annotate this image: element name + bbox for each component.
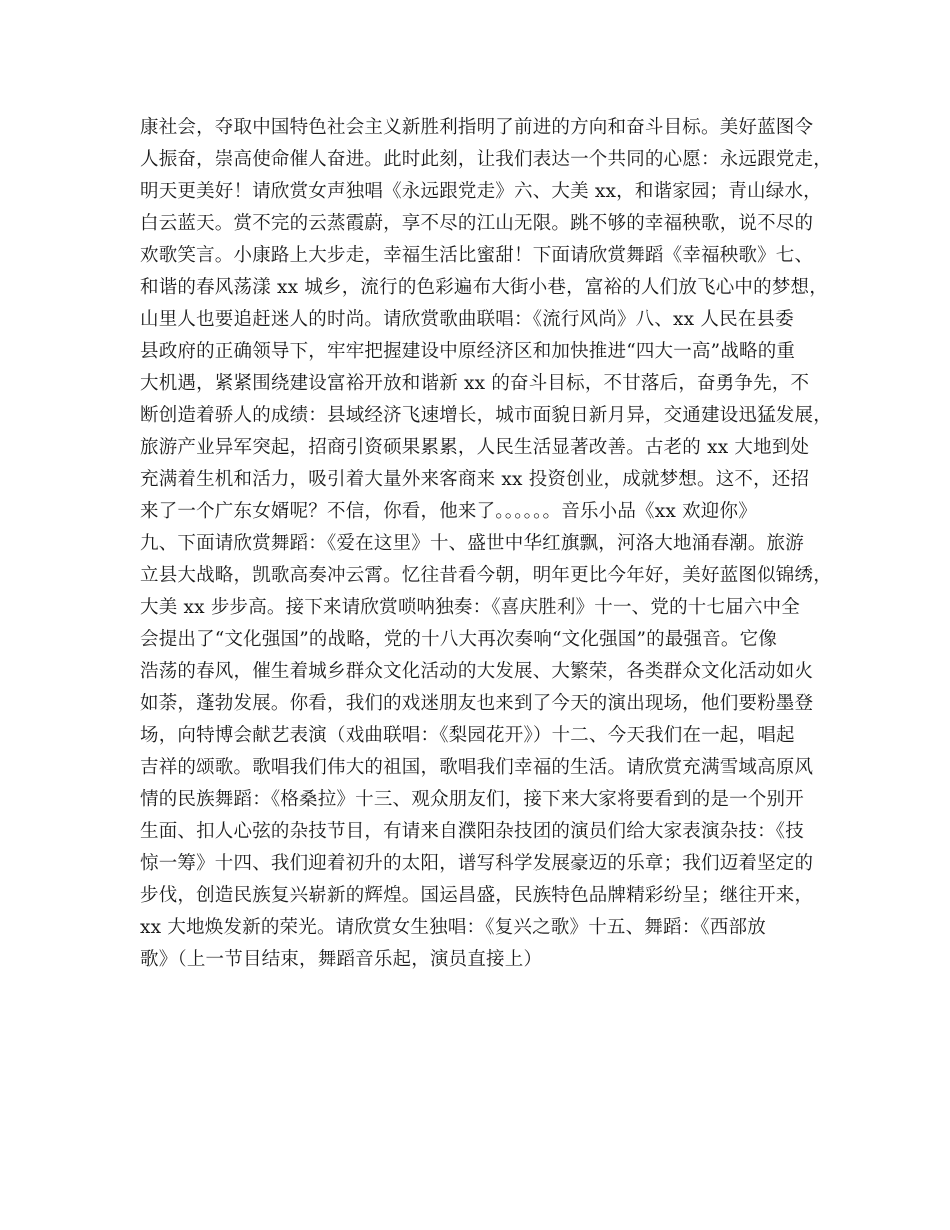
text-line: 生面、扣人心弦的杂技节目，有请来自濮阳杂技团的演员们给大家表演杂技：《技 bbox=[140, 821, 804, 842]
text-line: 大美 xx 步步高。接下来请欣赏唢呐独奏：《喜庆胜利》十一、党的十七届六中全 bbox=[140, 597, 800, 618]
text-line: 白云蓝天。赏不完的云蒸霞蔚，享不尽的江山无限。跳不够的幸福秧歌，说不尽的 bbox=[140, 213, 814, 234]
text-line: 康社会，夺取中国特色社会主义新胜利指明了前进的方向和奋斗目标。美好蓝图令 bbox=[140, 117, 814, 138]
text-line: 断创造着骄人的成绩：县域经济飞速增长，城市面貌日新月异，交通建设迅猛发展， bbox=[140, 405, 832, 426]
text-line: 明天更美好！请欣赏女声独唱《永远跟党走》六、大美 xx，和谐家园；青山绿水， bbox=[140, 181, 822, 202]
text-line: 场，向特博会献艺表演（戏曲联唱：《梨园花开》）十二、今天我们在一起，唱起 bbox=[140, 725, 795, 746]
text-line: 欢歌笑言。小康路上大步走，幸福生活比蜜甜！下面请欣赏舞蹈《幸福秧歌》七、 bbox=[140, 245, 814, 266]
text-line: 如荼，蓬勃发展。你看，我们的戏迷朋友也来到了今天的演出现场，他们要粉墨登 bbox=[140, 693, 814, 714]
text-line: 会提出了“文化强国”的战略，党的十八大再次奏响“文化强国”的最强音。它像 bbox=[140, 629, 778, 650]
text-line: 大机遇，紧紧围绕建设富裕开放和谐新 xx 的奋斗目标，不甘落后，奋勇争先，不 bbox=[140, 373, 810, 394]
text-line: 歌》（上一节目结束，舞蹈音乐起，演员直接上） bbox=[140, 949, 543, 970]
text-line: 和谐的春风荡漾 xx 城乡，流行的色彩遍布大街小巷，富裕的人们放飞心中的梦想， bbox=[140, 277, 828, 298]
text-line: 人振奋，崇高使命催人奋进。此时此刻，让我们表达一个共同的心愿：永远跟党走， bbox=[140, 149, 832, 170]
text-line: 惊一筹》十四、我们迎着初升的太阳，谱写科学发展豪迈的乐章；我们迈着坚定的 bbox=[140, 853, 814, 874]
text-line: 九、下面请欣赏舞蹈：《爱在这里》十、盛世中华红旗飘，河洛大地涌春潮。旅游 bbox=[140, 533, 804, 554]
text-line: 山里人也要追赶迷人的时尚。请欣赏歌曲联唱：《流行风尚》八、xx 人民在县委 bbox=[140, 309, 794, 330]
text-line: 吉祥的颂歌。歌唱我们伟大的祖国，歌唱我们幸福的生活。请欣赏充满雪域高原风 bbox=[140, 757, 814, 778]
text-line: 来了一个广东女婿呢？不信，你看，他来了。。。。。。音乐小品《xx 欢迎你》 bbox=[140, 501, 757, 522]
text-line: 立县大战略，凯歌高奏冲云霄。忆往昔看今朝，明年更比今年好，美好蓝图似锦绣， bbox=[140, 565, 832, 586]
text-line: 步伐，创造民族复兴崭新的辉煌。国运昌盛，民族特色品牌精彩纷呈；继往开来， bbox=[140, 885, 814, 906]
text-line: 充满着生机和活力，吸引着大量外来客商来 xx 投资创业，成就梦想。这不，还招 bbox=[140, 469, 810, 490]
body-text bbox=[140, 112, 840, 976]
text-line: 县政府的正确领导下，牢牢把握建设中原经济区和加快推进“四大一高”战略的重 bbox=[140, 341, 796, 362]
text-line: xx 大地焕发新的荣光。请欣赏女生独唱：《复兴之歌》十五、舞蹈：《西部放 bbox=[140, 917, 766, 938]
text-line: 浩荡的春风，催生着城乡群众文化活动的大发展、大繁荣，各类群众文化活动如火 bbox=[140, 661, 814, 682]
text-line: 旅游产业异军突起，招商引资硕果累累，人民生活显著改善。古老的 xx 大地到处 bbox=[140, 437, 810, 458]
text-line: 情的民族舞蹈：《格桑拉》十三、观众朋友们，接下来大家将要看到的是一个别开 bbox=[140, 789, 804, 810]
